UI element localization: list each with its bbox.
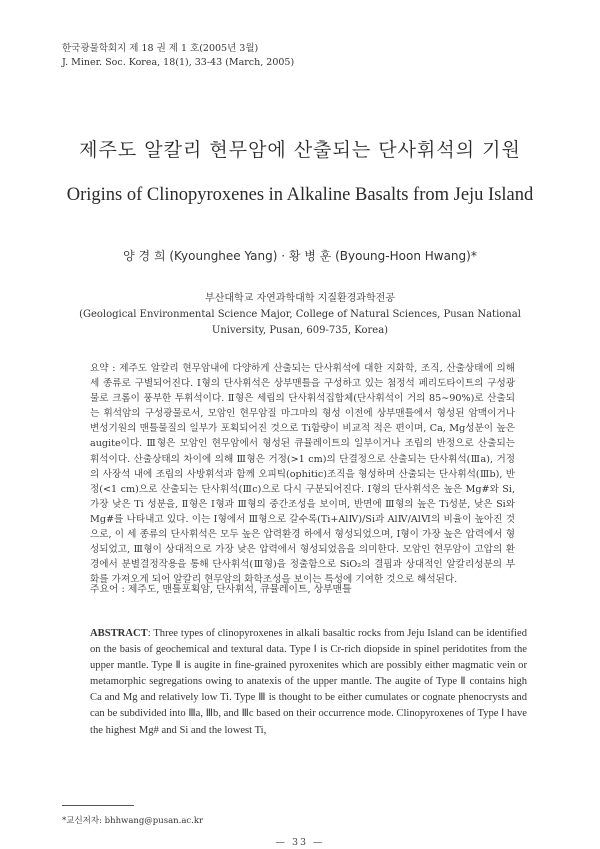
- journal-header-korean: 한국광물학회지 제 18 권 제 1 호(2005년 3월): [62, 43, 259, 54]
- authors: 양 경 희 (Kyounghee Yang) · 황 병 훈 (Byoung-Hoon Hwang)*: [123, 249, 477, 263]
- korean-abstract: 요약 : 제주도 알칼리 현무암내에 다양하게 산출되는 단사휘석에 대한 지화학, 조직, 산출상태에 의해 세 종류로 구별되어진다. Ⅰ형의 단사휘석은 상부맨틀을 구성하고 있는 첨정석 페리도타이트의 구성광물로 크롬이 풍부한 투휘석이다. Ⅱ형은 세립의 단사휘석집합체(단사휘석이 거의 85∼90%)로 산출되는 휘석암의 구성광물로서, 모암인 현무암질 마그마의 형성 이전에 상부맨틀에서 형성된 암맥이거나 변성기원의 맨틀물질의 일부가 포획되어진 것으로 Ti함량이 비교적 적은 편이며, Ca, Mg성분이 높은 augite이다. Ⅲ형은 모암인 현무암에서 형성된 큐뮬레이트의 일부이거나 조립의 반정으로 산출되는 휘석이다. 산출상태의 차이에 의해 Ⅲ형은 거정(>1 cm)의 단결정으로 산출되는 단사휘석(Ⅲa), 거정의 사장석 내에 조립의 사방휘석과 함께 오피틱(ophitic)조직을 형성하며 산출되는 단사휘석(Ⅲb), 반정(<1 cm)으로 산출되는 단사휘석(Ⅲc)으로 다시 구분되어진다. Ⅰ형의 단사휘석은 높은 Mg#와 Si, 가장 낮은 Ti 성분을, Ⅱ형은 Ⅰ형과 Ⅲ형의 중간조성을 보이며, 반면에 Ⅲ형의 높은 Ti성분, 낮은 Si와 Mg#를 나타내고 있다. 이는 Ⅰ형에서 Ⅲ형으로 갈수록(Ti+AlⅣ)/Si과 AlⅣ/AlⅥ의 비율이 높아진 것으로, 이 세 종류의 단사휘석은 모두 높은 압력환경 하에서 형성되었으며, Ⅰ형이 가장 높은 압력에서 형성되었고, Ⅲ형이 상대적으로 가장 낮은 압력에서 형성되었음을 의미한다. 모암인 현무암이 고압의 환경에서 분별결정작용을 통해 단사휘석(Ⅲ형)을 정출함으로 SiO₂의 결핍과 상대적인 알칼리성분의 부화를 가져오게 되어 알칼리 현무암의 화학조성을 보이는 특성에 기여한 것으로 해석된다.: [90, 363, 515, 586]
- footnote: *교신저자: bhhwang@pusan.ac.kr: [62, 816, 204, 826]
- affiliation-korean: 부산대학교 자연과학대학 지질환경과학전공: [205, 293, 395, 304]
- title-korean: 제주도 알칼리 현무암에 산출되는 단사휘석의 기원: [79, 139, 521, 161]
- abstract-label: ABSTRACT: [90, 628, 148, 639]
- page-number: — 33 —: [275, 837, 325, 848]
- footnote-divider: [62, 805, 134, 806]
- english-abstract: [90, 626, 527, 739]
- abstract-text: : Three types of clinopyroxenes in alkali basaltic rocks from Jeju Island can be identified on the basis of geochemical and textural data. Type Ⅰ is Cr-rich diopside in spinel peridotites from the upper mantle. Type Ⅱ is augite in fine-grained pyroxenites which are possibly either magmatic vein or metamorphic segregations owing to anatexis of the upper mantle. The augite of Type Ⅱ contains high Ca and Mg and relatively low Ti. Type Ⅲ is thought to be either cumulates or cognate phenocrysts and can be subdivided into Ⅲa, Ⅲb, and Ⅲc based on their occurrence mode. Clinopyroxenes of Type Ⅰ have the highest Mg# and Si and the lowest Ti,: [90, 628, 527, 736]
- journal-header-english: J. Miner. Soc. Korea, 18(1), 33-43 (March, 2005): [62, 57, 295, 68]
- title-english: Origins of Clinopyroxenes in Alkaline Basalts from Jeju Island: [66, 185, 534, 205]
- affiliation: [75, 291, 525, 339]
- journal-header: [62, 42, 294, 70]
- keywords: 주요어 : 제주도, 맨틀포획암, 단사휘석, 큐뮬레이트, 상부맨틀: [90, 584, 352, 595]
- affiliation-english: (Geological Environmental Science Major, College of Natural Sciences, Pusan National University, Pusan, 609-735, Korea): [79, 309, 521, 336]
